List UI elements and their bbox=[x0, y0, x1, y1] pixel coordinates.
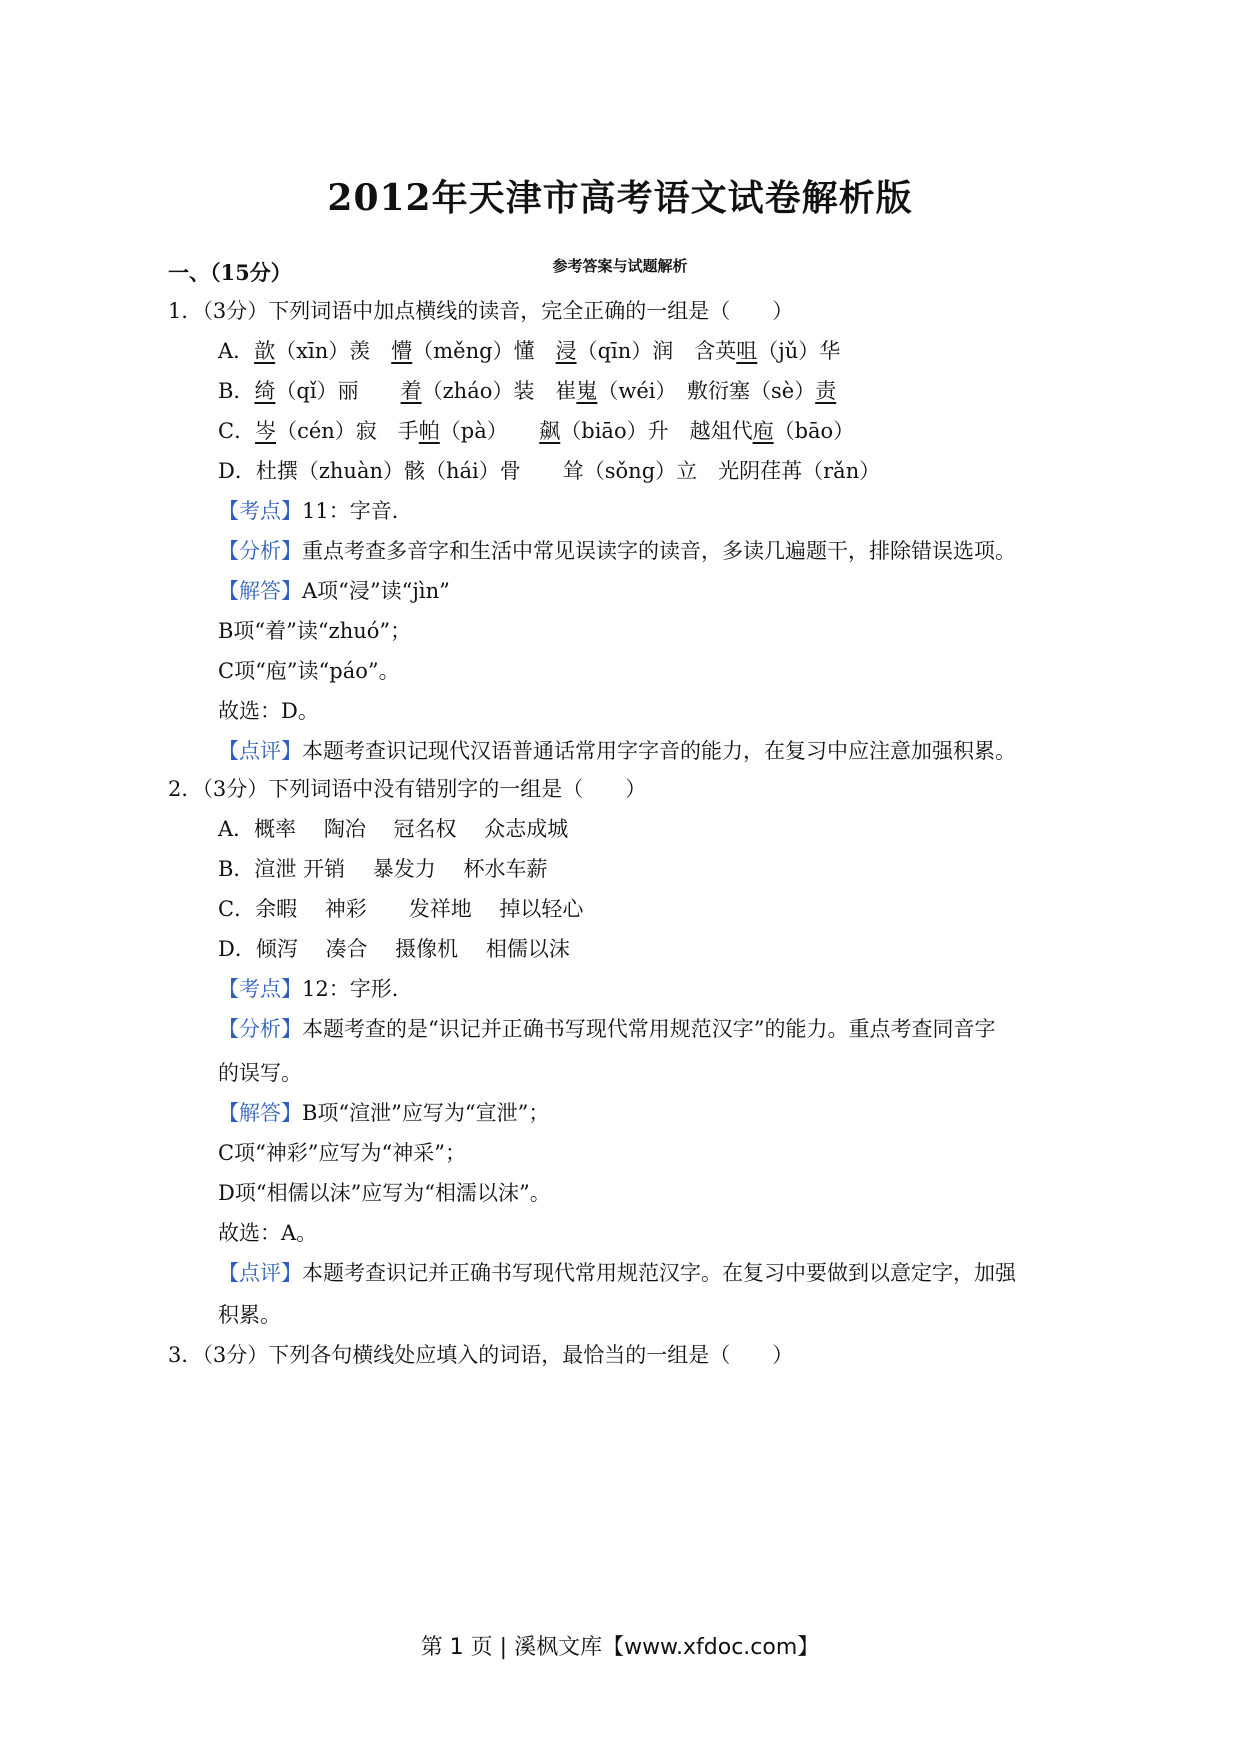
q1-option-b: B．绮（qǐ）丽 着（zháo）装 崔嵬（wéi） 敷衍塞（sè）责 bbox=[218, 379, 837, 403]
kaodian-tag: 【考点】 bbox=[218, 499, 302, 523]
q2-dianping: 【点评】本题考查识记并正确书写现代常用规范汉字。在复习中要做到以意定字，加强 bbox=[218, 1261, 1016, 1285]
q2-answer: 故选：A。 bbox=[218, 1221, 318, 1245]
q2-jieda: 【解答】B项“渲泄”应写为“宣泄”； bbox=[218, 1101, 550, 1125]
q1-jieda-b: B项“着”读“zhuó”； bbox=[218, 619, 412, 643]
fenxi-tag: 【分析】 bbox=[218, 1017, 302, 1041]
page-footer: 第 1 页 | 溪枫文库【www.xfdoc.com】 bbox=[420, 1635, 820, 1660]
q2-dianping-cont: 积累。 bbox=[218, 1303, 281, 1327]
q2-kaodian: 【考点】12：字形． bbox=[218, 977, 413, 1001]
q1-option-a: A．歆（xīn）羡 懵（měng）懂 浸（qīn）润 含英咀（jǔ）华 bbox=[218, 339, 841, 363]
q1-kaodian: 【考点】11：字音． bbox=[218, 499, 413, 523]
q1-answer: 故选：D。 bbox=[218, 699, 319, 723]
q2-jieda-c: C项“神彩”应写为“神采”； bbox=[218, 1141, 467, 1165]
jieda-tag: 【解答】 bbox=[218, 579, 302, 603]
q1-option-d: D．杜撰（zhuàn）骸（hái）骨 耸（sǒng）立 光阴荏苒（rǎn） bbox=[218, 459, 881, 483]
q2-option-b: B．渲泄 开销 暴发力 杯水车薪 bbox=[218, 857, 548, 881]
q1-fenxi: 【分析】重点考查多音字和生活中常见误读字的读音，多读几遍题干，排除错误选项。 bbox=[218, 539, 1016, 563]
q2-option-c: C．余暇 神彩 发祥地 掉以轻心 bbox=[218, 897, 584, 921]
q1-jieda-c: C项“庖”读“páo”。 bbox=[218, 659, 400, 683]
page-subtitle: 参考答案与试题解析 bbox=[552, 257, 688, 275]
kaodian-tag: 【考点】 bbox=[218, 977, 302, 1001]
jieda-tag: 【解答】 bbox=[218, 1101, 302, 1125]
fenxi-tag: 【分析】 bbox=[218, 539, 302, 563]
dianping-tag: 【点评】 bbox=[218, 739, 302, 763]
section-heading: 一、（15分） bbox=[168, 260, 292, 285]
q1-jieda: 【解答】A项“浸”读“jìn” bbox=[218, 579, 450, 603]
dianping-tag: 【点评】 bbox=[218, 1261, 302, 1285]
q2-stem: 2．（3分）下列词语中没有错别字的一组是（ ） bbox=[168, 777, 647, 801]
q2-fenxi: 【分析】本题考查的是“识记并正确书写现代常用规范汉字”的能力。重点考查同音字 bbox=[218, 1017, 996, 1041]
page-title: 2012年天津市高考语文试卷解析版 bbox=[327, 177, 913, 219]
q1-option-c: C．岑（cén）寂 手帕（pà） 飙（biāo）升 越俎代庖（bāo） bbox=[218, 419, 855, 443]
q1-stem: 1．（3分）下列词语中加点横线的读音，完全正确的一组是（ ） bbox=[168, 299, 794, 323]
q1-dianping: 【点评】本题考查识记现代汉语普通话常用字字音的能力，在复习中应注意加强积累。 bbox=[218, 739, 1016, 763]
q2-option-d: D．倾泻 凑合 摄像机 相儒以沫 bbox=[218, 937, 570, 961]
q2-option-a: A．概率 陶冶 冠名权 众志成城 bbox=[218, 817, 569, 841]
q3-stem: 3．（3分）下列各句横线处应填入的词语，最恰当的一组是（ ） bbox=[168, 1343, 794, 1367]
q2-jieda-d: D项“相儒以沫”应写为“相濡以沫”。 bbox=[218, 1181, 551, 1205]
q2-fenxi-cont: 的误写。 bbox=[218, 1061, 302, 1085]
